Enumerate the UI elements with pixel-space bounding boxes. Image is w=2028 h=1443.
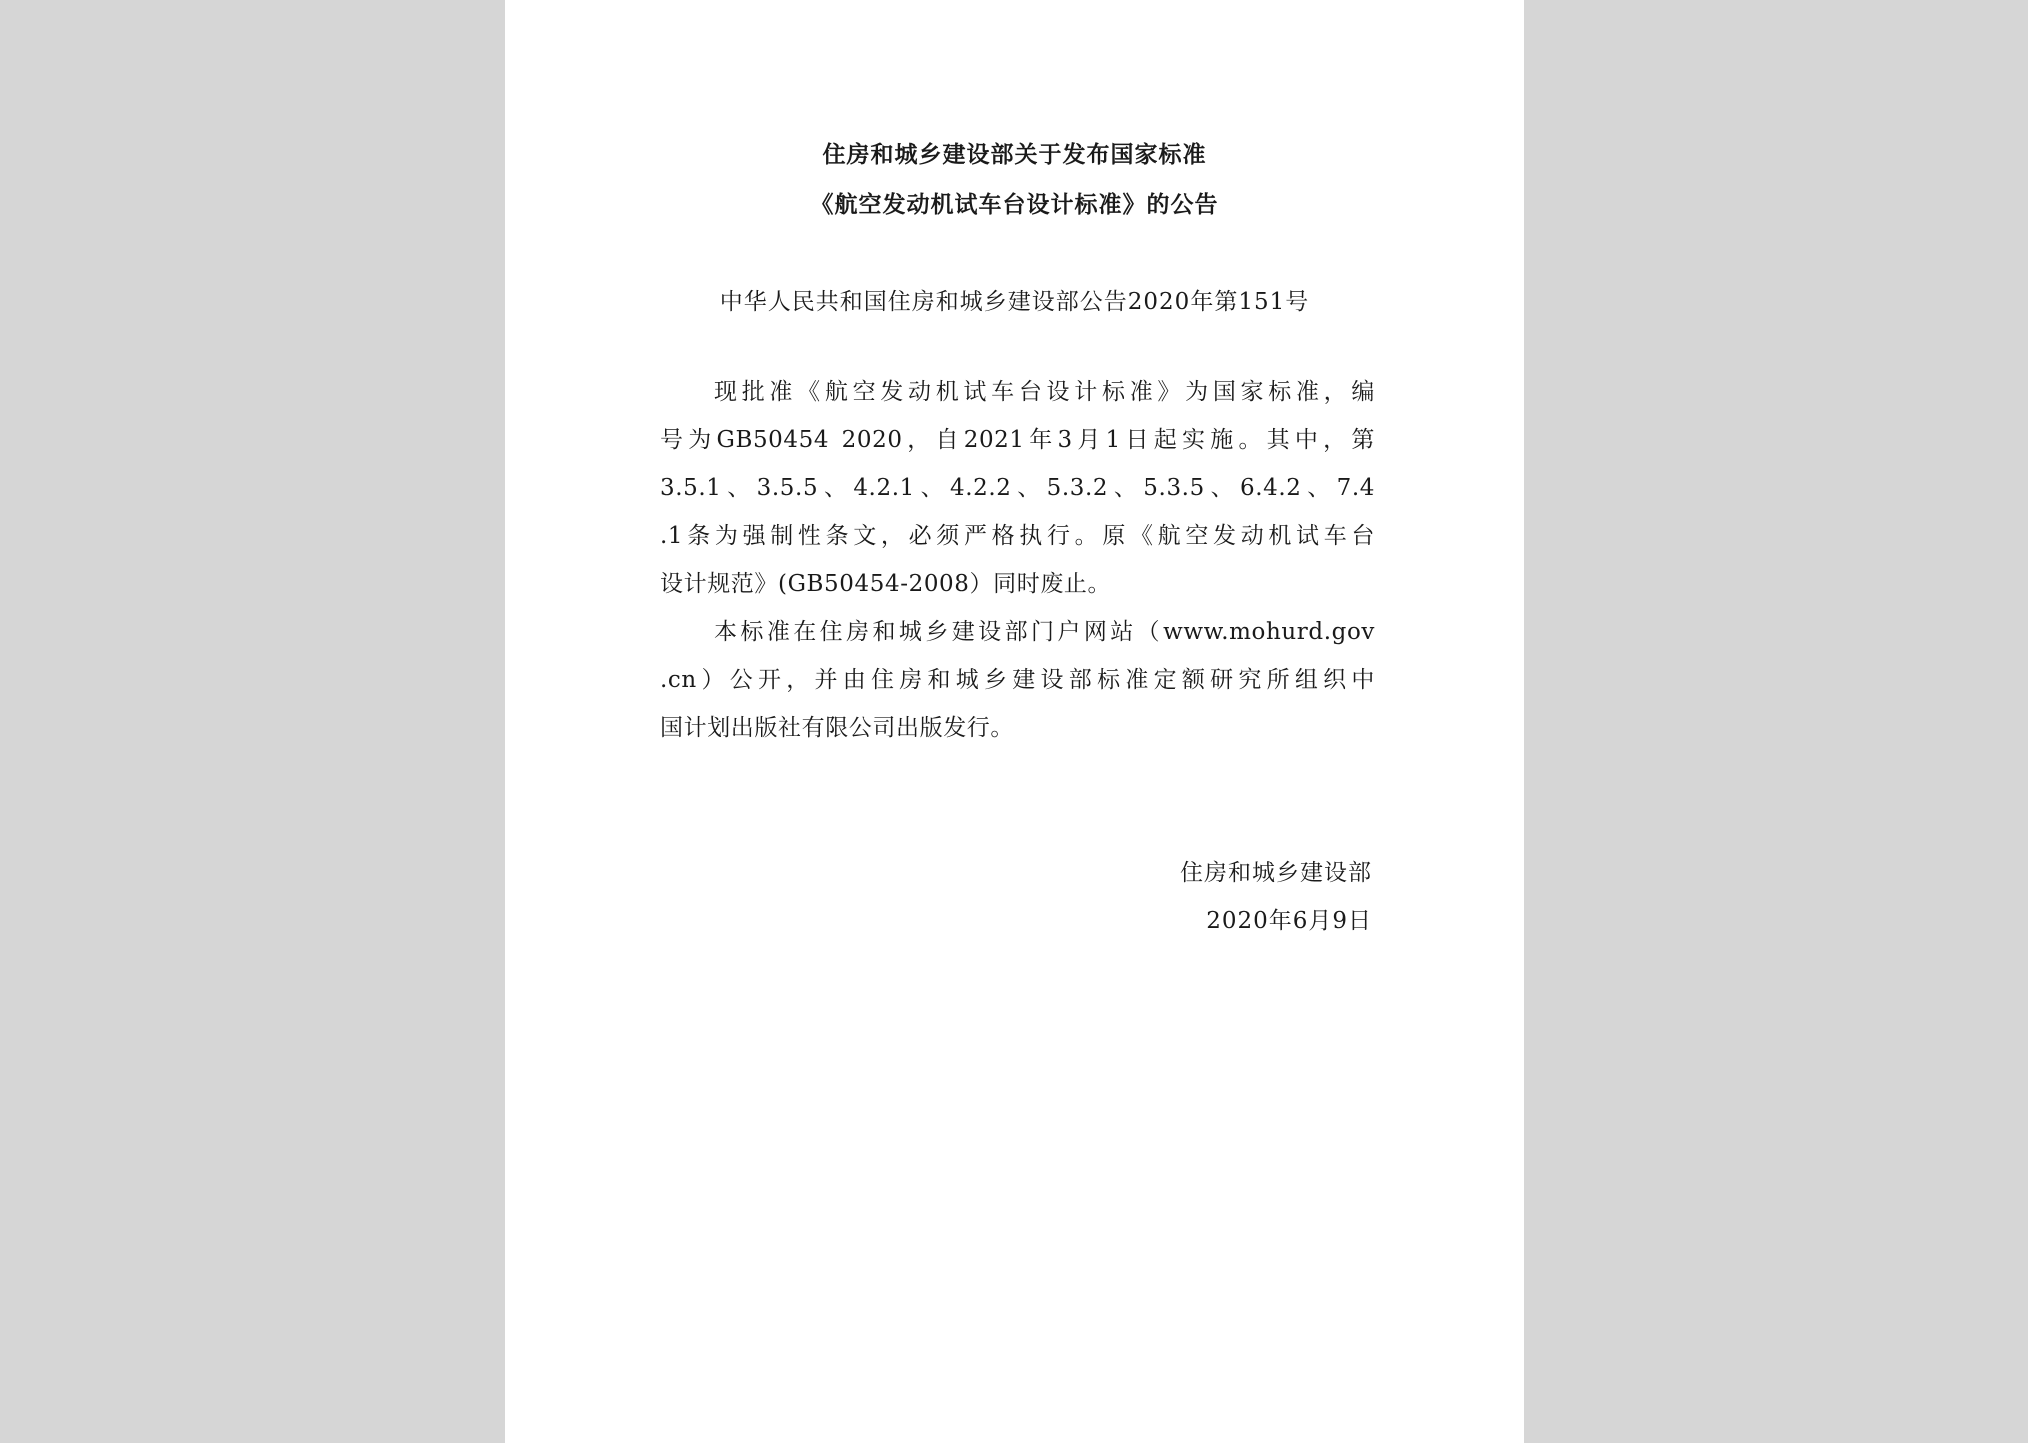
body-line: .1条为强制性条文，必须严格执行。原《航空发动机试车台 xyxy=(660,523,1375,549)
body-line: 号为GB50454 2020，自2021年3月1日起实施。其中，第 xyxy=(660,427,1375,453)
body-line: 设计规范》(GB50454-2008）同时废止。 xyxy=(660,571,1112,597)
body-line: 现批准《航空发动机试车台设计标准》为国家标准，编 xyxy=(714,379,1375,405)
announcement-number: 中华人民共和国住房和城乡建设部公告2020年第151号 xyxy=(719,289,1310,315)
announcement-title-line-1: 住房和城乡建设部关于发布国家标准 xyxy=(822,142,1207,168)
body-line: 3.5.1、3.5.5、4.2.1、4.2.2、5.3.2、5.3.5、6.4.2、7.4 xyxy=(660,475,1375,501)
announcement-body xyxy=(660,372,1375,756)
signature-organization: 住房和城乡建设部 xyxy=(1180,860,1372,886)
announcement-title-line-2: 《航空发动机试车台设计标准》的公告 xyxy=(810,192,1219,218)
signature-date: 2020年6月9日 xyxy=(1206,908,1372,934)
document-page xyxy=(505,0,1524,1443)
body-line: .cn）公开，并由住房和城乡建设部标准定额研究所组织中 xyxy=(660,667,1375,693)
body-line: 国计划出版社有限公司出版发行。 xyxy=(660,715,1014,741)
body-line: 本标准在住房和城乡建设部门户网站（www.mohurd.gov xyxy=(714,619,1375,645)
